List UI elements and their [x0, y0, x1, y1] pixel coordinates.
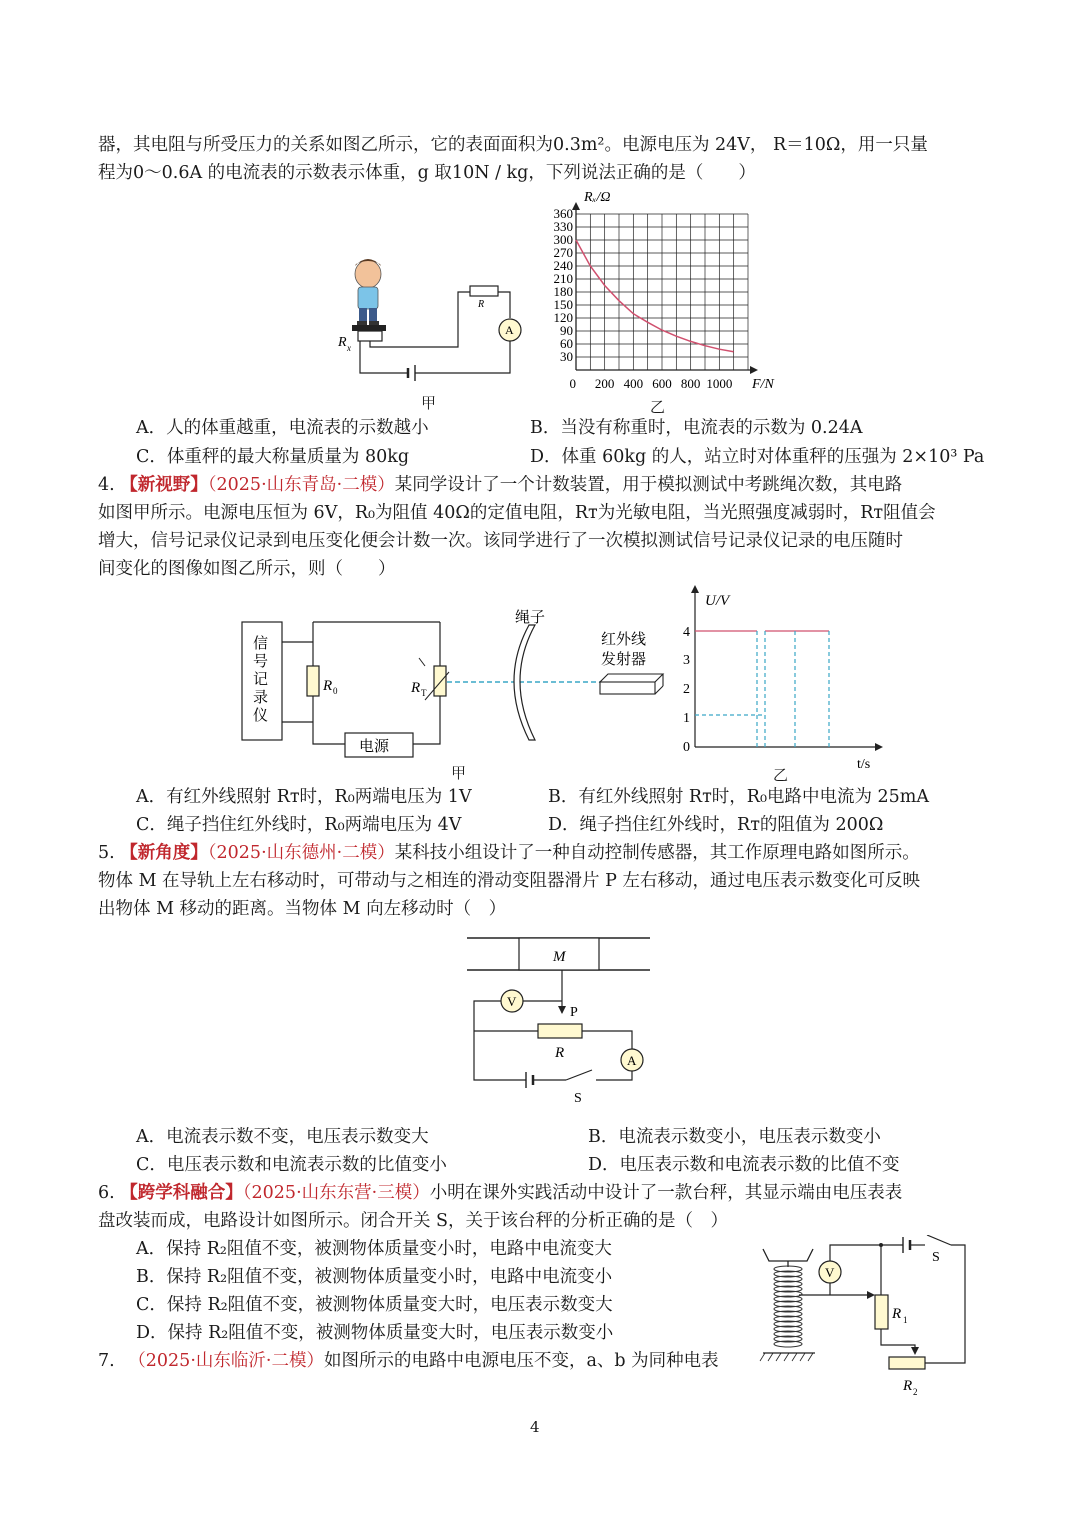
q4-source: （2025·山东青岛·二模） — [207, 475, 395, 495]
m-label: M — [553, 949, 566, 965]
y-tick-label: 270 — [553, 245, 573, 260]
q6-option-a: A．保持 R₂阻值不变，被测物体质量变小时，电路中电流变大 — [136, 1239, 612, 1259]
y-tick-labels — [554, 206, 574, 364]
q7-source: （2025·山东临沂·二模） — [128, 1351, 324, 1371]
p-label: P — [570, 1005, 578, 1020]
q6-option-d: D．保持 R₂阻值不变，被测物体质量变大时，电压表示数变小 — [136, 1323, 614, 1343]
q5-tag: 【新角度】 — [120, 843, 208, 863]
rx-label: R — [338, 335, 347, 350]
x-tick-label: 200 — [594, 376, 615, 391]
q5-option-c: C．电压表示数和电流表示数的比值变小 — [136, 1155, 447, 1175]
u-tick-0: 0 — [683, 740, 690, 755]
q5-text-line-1 — [98, 840, 920, 866]
rope-label: 绳子 — [515, 610, 546, 626]
q5-line-1-text: 某科技小组设计了一种自动控制传感器，其工作原理电路如图所示。 — [394, 843, 920, 863]
x-axis-label: F/N — [752, 377, 774, 392]
chart-grid — [572, 202, 758, 374]
q5-text-line-2: 物体 M 在导轨上左右移动时，可带动与之相连的滑动变阻器滑片 P 左右移动，通过电压表示数变化可反映 — [98, 871, 920, 891]
y-tick-label: 240 — [553, 258, 573, 273]
q4-option-b: B．有红外线照射 Rᴛ时，R₀电路中电流为 25mA — [548, 787, 930, 807]
r2-label: R — [903, 1378, 913, 1394]
resistor-r-label: R — [478, 299, 485, 310]
y-tick-label: 330 — [553, 219, 573, 234]
switch-s-label: S — [932, 1250, 940, 1265]
q6-tag: 【跨学科融合】 — [120, 1183, 243, 1203]
q5-number: 5. — [98, 843, 115, 863]
rx-subscript: x — [347, 343, 351, 353]
t-axis-label: t/s — [857, 757, 871, 772]
r0-subscript: 0 — [333, 686, 338, 696]
x-tick-label: 800 — [680, 376, 701, 391]
q3-option-a: A．人的体重越重，电流表的示数越小 — [136, 418, 429, 438]
rt-subscript: T — [421, 688, 427, 698]
spring-coil — [774, 1266, 802, 1347]
q4-text-line-1 — [98, 472, 902, 498]
y-tick-label: 60 — [560, 336, 573, 351]
y-axis-label: Rₓ/Ω — [584, 190, 611, 205]
q6-source: （2025·山东东营·三模） — [242, 1183, 430, 1203]
power-label: 电源 — [359, 739, 390, 755]
r2-subscript: 2 — [913, 1387, 918, 1397]
q3-option-b: B．当没有称重时，电流表的示数为 0.24A — [530, 418, 863, 438]
q6-line-1-text: 小明在课外实践活动中设计了一款台秤，其显示端由电压表表 — [429, 1183, 903, 1203]
q4-text-line-4: 间变化的图像如图乙所示，则（ ） — [98, 559, 396, 579]
ir-label-1: 红外线 — [601, 632, 647, 648]
q3-text-line-2: 程为0～0.6A 的电流表的示数表示体重，g 取10N / kg，下列说法正确的是（ ） — [98, 163, 756, 183]
ammeter-a-label: A — [505, 323, 514, 337]
x-tick-label: 0 — [569, 376, 576, 391]
q6-option-c: C．保持 R₂阻值不变，被测物体质量变大时，电压表示数变大 — [136, 1295, 613, 1315]
r1-subscript: 1 — [903, 1315, 908, 1325]
q5-option-b: B．电流表示数变小，电压表示数变小 — [588, 1127, 881, 1147]
u-tick-4: 4 — [683, 625, 690, 640]
y-tick-label: 30 — [560, 349, 573, 364]
q5-source: （2025·山东德州·二模） — [207, 843, 395, 863]
r0-label: R — [323, 678, 333, 694]
q5-text-line-3: 出物体 M 移动的距离。当物体 M 向左移动时（ ） — [98, 899, 507, 919]
y-tick-label: 90 — [560, 323, 573, 338]
q4-option-a: A．有红外线照射 Rᴛ时，R₀两端电压为 1V — [136, 787, 472, 807]
q6-option-b: B．保持 R₂阻值不变，被测物体质量变小时，电路中电流变小 — [136, 1267, 613, 1287]
y-tick-label: 150 — [553, 297, 573, 312]
r1-label: R — [892, 1306, 902, 1322]
q6-text-line-1 — [98, 1180, 902, 1206]
q7-text-line-1 — [98, 1348, 719, 1374]
q3-chart-yi — [540, 185, 785, 415]
u-tick-2: 2 — [683, 682, 690, 697]
q3-figure-jia — [330, 250, 530, 385]
rx-curve — [576, 240, 734, 352]
q5-figure — [462, 930, 662, 1110]
person-figure — [355, 259, 381, 325]
q6-text-line-2: 盘改装而成，电路设计如图所示。闭合开关 S，关于该台秤的分析正确的是（ ） — [98, 1211, 729, 1231]
voltmeter-v-label: V — [825, 1265, 835, 1280]
q3-option-d: D．体重 60kg 的人，站立时对体重秤的压强为 2×10³ Pa — [530, 447, 985, 467]
r-label: R — [555, 1045, 565, 1061]
voltmeter-v-label: V — [507, 994, 517, 1009]
q4-figure-yi — [675, 585, 890, 780]
q6-number: 6. — [98, 1183, 115, 1203]
q5-option-a: A．电流表示数不变，电压表示数变大 — [136, 1127, 429, 1147]
rt-label: R — [411, 680, 421, 696]
x-tick-label: 400 — [623, 376, 644, 391]
q3-text-line-1: 器，其电阻与所受压力的关系如图乙所示，它的表面面积为0.3m²。电源电压为 24V， R＝10Ω，用一只量 — [98, 135, 928, 155]
q4-text-line-2: 如图甲所示。电源电压恒为 6V，R₀为阻值 40Ω的定值电阻，Rᴛ为光敏电阻，当光照强度减弱时，Rᴛ阻值会 — [98, 503, 936, 523]
page-number: 4 — [530, 1418, 540, 1436]
x-tick-label: 1000 — [706, 376, 733, 391]
q4-option-d: D．绳子挡住红外线时，Rᴛ的阻值为 200Ω — [548, 815, 884, 835]
q4-line-1-text: 某同学设计了一个计数装置，用于模拟测试中考跳绳次数，其电路 — [394, 475, 903, 495]
q5-option-d: D．电压表示数和电流表示数的比值不变 — [588, 1155, 900, 1175]
q4-number: 4. — [98, 475, 115, 495]
ir-label-2: 发射器 — [601, 652, 647, 668]
q7-line-1-text: 如图所示的电路中电源电压不变，a、b 为同种电表 — [323, 1351, 719, 1371]
x-tick-label: 600 — [652, 376, 672, 391]
u-axis-label: U/V — [705, 593, 730, 609]
q3-figure-yi-caption: 乙 — [650, 398, 666, 416]
y-tick-label: 360 — [553, 206, 573, 221]
q3-figure-jia-caption: 甲 — [421, 394, 437, 412]
q4-tag: 【新视野】 — [120, 475, 208, 495]
y-tick-label: 180 — [553, 284, 573, 299]
q4-text-line-3: 增大，信号记录仪记录到电压变化便会计数一次。该同学进行了一次模拟测试信号记录仪记录的电压随时 — [98, 531, 903, 551]
y-tick-label: 210 — [553, 271, 573, 286]
y-tick-label: 300 — [553, 232, 573, 247]
q4-figure-jia — [235, 600, 675, 780]
q4-figure-jia-caption: 甲 — [451, 764, 467, 782]
u-tick-1: 1 — [683, 711, 690, 726]
switch-s-label: S — [574, 1091, 582, 1106]
ammeter-a-label: A — [627, 1053, 637, 1068]
q4-figure-yi-caption: 乙 — [773, 766, 789, 784]
q4-option-c: C．绳子挡住红外线时，R₀两端电压为 4V — [136, 815, 462, 835]
q7-number: 7. — [98, 1351, 115, 1371]
y-tick-label: 120 — [553, 310, 573, 325]
recorder-label: 信号记录仪 — [253, 636, 269, 724]
x-tick-labels — [570, 376, 733, 391]
q3-option-c: C．体重秤的最大称量质量为 80kg — [136, 447, 410, 467]
u-tick-3: 3 — [683, 653, 690, 668]
q6-figure — [755, 1235, 985, 1405]
